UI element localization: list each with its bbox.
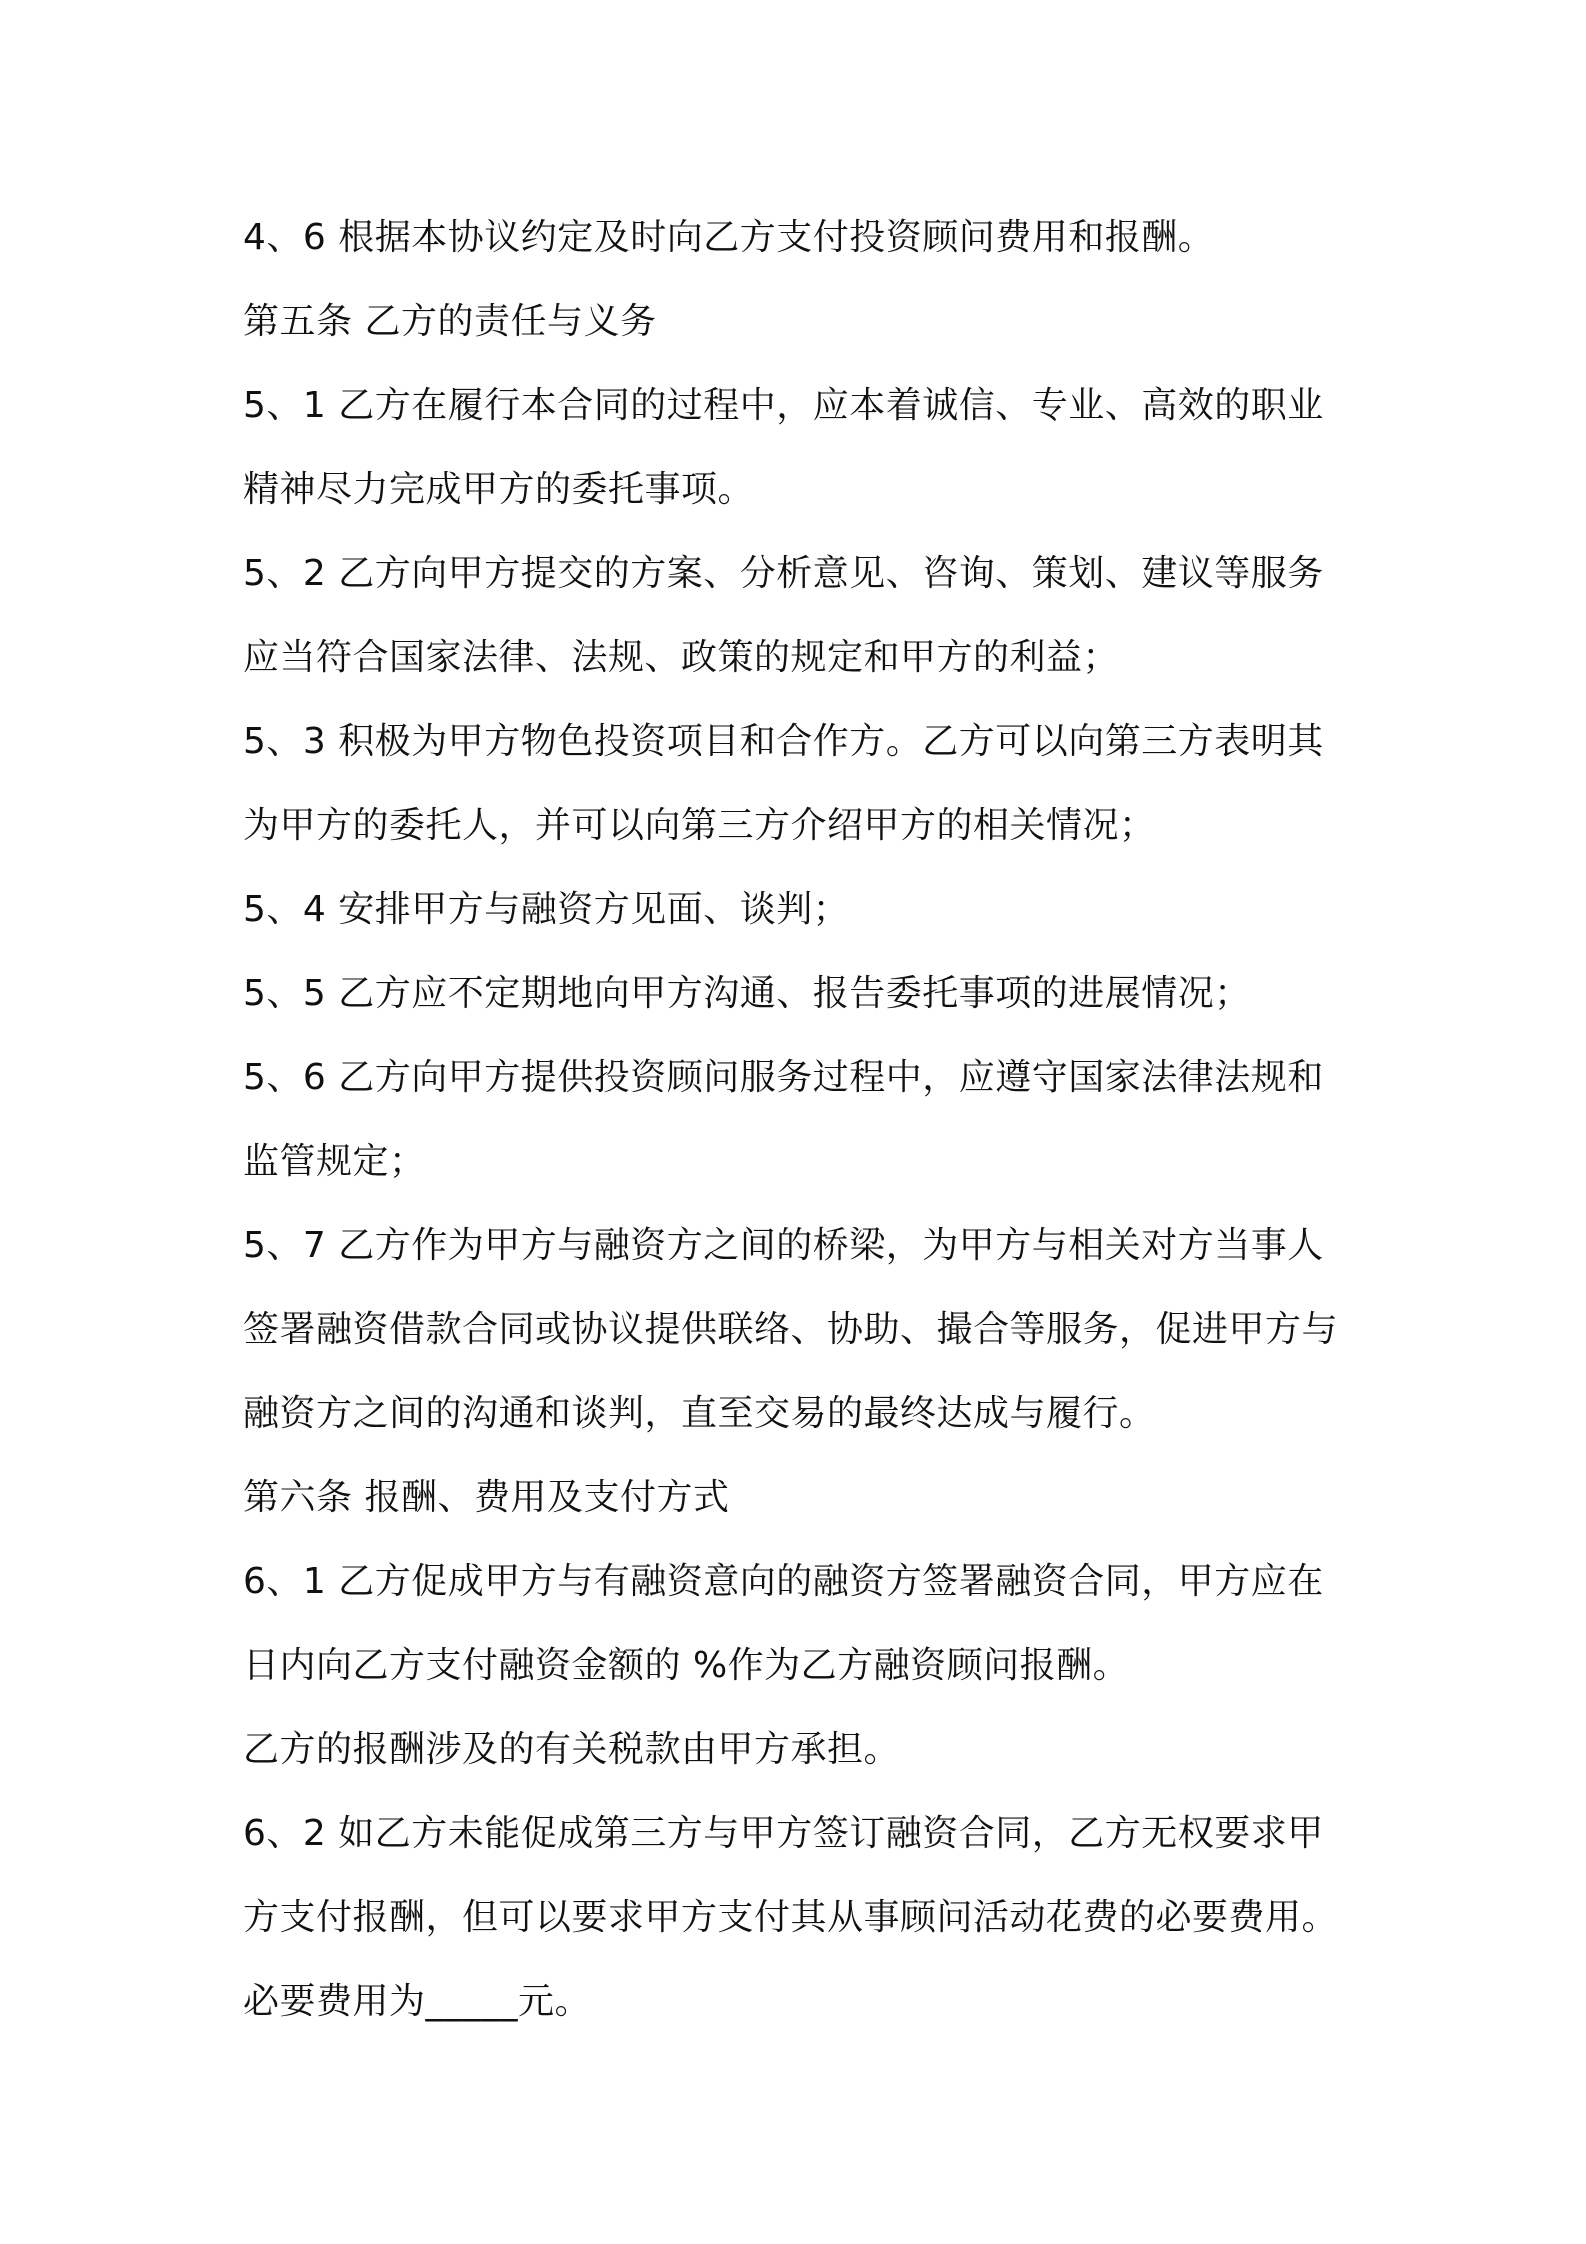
clause-5-2-line-1: 5、2 乙方向甲方提交的方案、分析意见、咨询、策划、建议等服务 [243, 553, 1324, 594]
clause-5-3-line-2: 为甲方的委托人，并可以向第三方介绍甲方的相关情况； [243, 805, 1156, 846]
article-5-heading: 第五条 乙方的责任与义务 [243, 301, 657, 342]
clause-6-1-line-1: 6、1 乙方促成甲方与有融资意向的融资方签署融资合同，甲方应在 [243, 1561, 1324, 1602]
clause-5-6-line-1: 5、6 乙方向甲方提供投资顾问服务过程中，应遵守国家法律法规和 [243, 1057, 1324, 1098]
clause-6-2-line-3: 必要费用为_____元。 [243, 1981, 592, 2022]
clause-5-7-line-2: 签署融资借款合同或协议提供联络、协助、撮合等服务，促进甲方与 [243, 1309, 1339, 1350]
clause-5-5: 5、5 乙方应不定期地向甲方沟通、报告委托事项的进展情况； [243, 973, 1251, 1014]
document-body [243, 196, 1363, 2044]
clause-6-2-line-2: 方支付报酬，但可以要求甲方支付其从事顾问活动花费的必要费用。 [243, 1897, 1339, 1938]
clause-5-7-line-3: 融资方之间的沟通和谈判，直至交易的最终达成与履行。 [243, 1393, 1156, 1434]
article-6-heading: 第六条 报酬、费用及支付方式 [243, 1477, 730, 1518]
clause-4-6: 4、6 根据本协议约定及时向乙方支付投资顾问费用和报酬。 [243, 217, 1215, 258]
clause-6-1-line-2: 日内向乙方支付融资金额的 %作为乙方融资顾问报酬。 [243, 1645, 1130, 1686]
clause-5-1-line-2: 精神尽力完成甲方的委托事项。 [243, 469, 755, 510]
clause-5-6-line-2: 监管规定； [243, 1141, 426, 1182]
clause-5-7-line-1: 5、7 乙方作为甲方与融资方之间的桥梁，为甲方与相关对方当事人 [243, 1225, 1324, 1266]
clause-5-3-line-1: 5、3 积极为甲方物色投资项目和合作方。乙方可以向第三方表明其 [243, 721, 1324, 762]
clause-5-4: 5、4 安排甲方与融资方见面、谈判； [243, 889, 850, 930]
clause-5-2-line-2: 应当符合国家法律、法规、政策的规定和甲方的利益； [243, 637, 1120, 678]
clause-6-2-line-1: 6、2 如乙方未能促成第三方与甲方签订融资合同，乙方无权要求甲 [243, 1813, 1324, 1854]
clause-5-1-line-1: 5、1 乙方在履行本合同的过程中，应本着诚信、专业、高效的职业 [243, 385, 1324, 426]
clause-6-1-line-3: 乙方的报酬涉及的有关税款由甲方承担。 [243, 1729, 901, 1770]
